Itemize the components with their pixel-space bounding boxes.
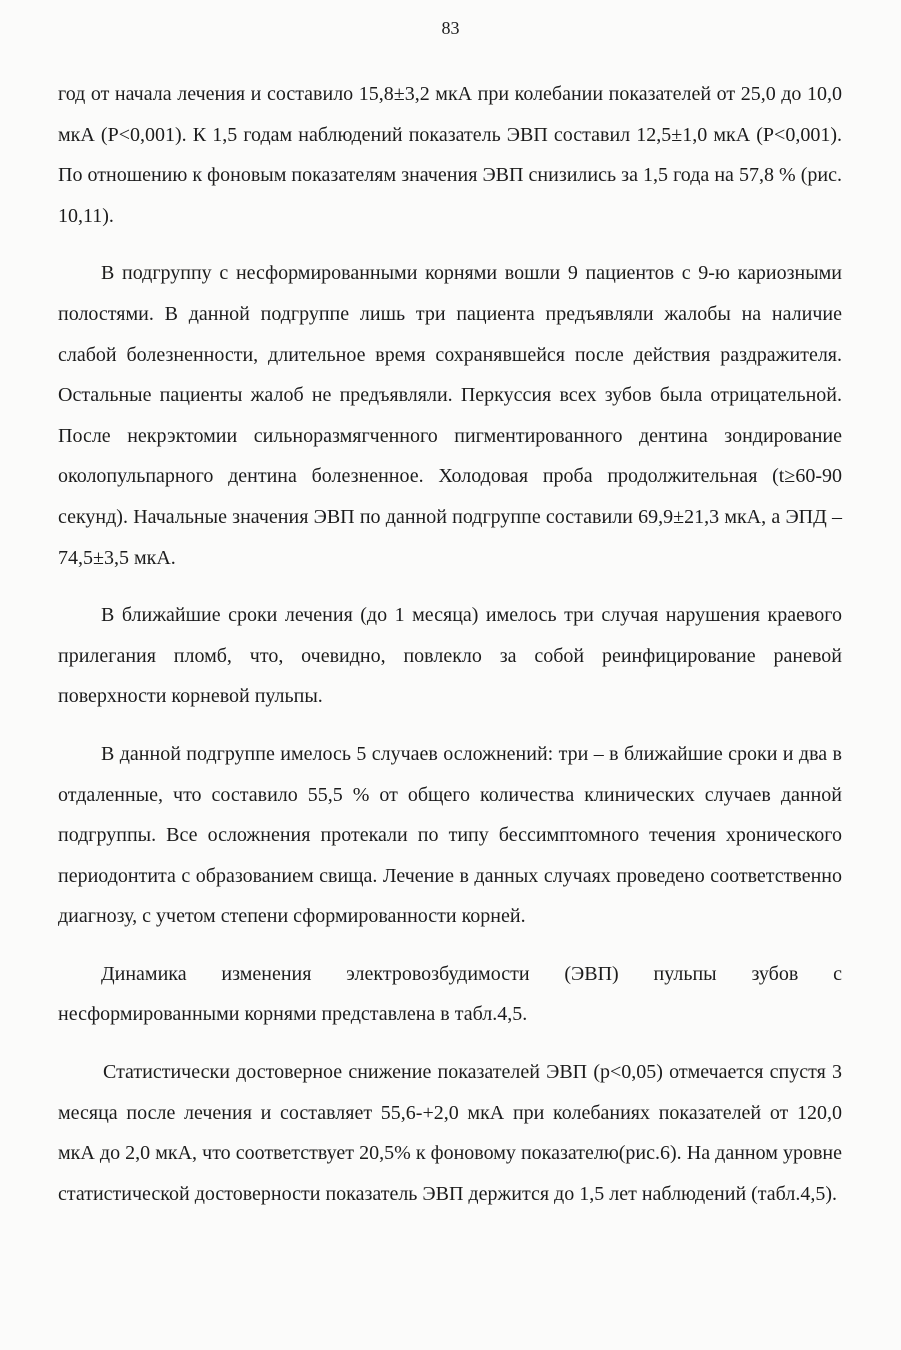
paragraph-complications: В данной подгруппе имелось 5 случаев осложнений: три – в ближайшие сроки и два в отдаленные, что составило 55,5 % от общего количества клинических случаев данной подгруппы. Все осложнения протекали по типу бессимптомного течения хронического периодонтита с образованием свища. Лечение в данных случаях проведено соответственно диагнозу, с учетом степени сформированности корней. [58, 742, 842, 928]
paragraph-statistics: Статистически достоверное снижение показателей ЭВП (p<0,05) отмечается спустя 3 месяца после лечения и составляет 55,6-+2,0 мкА при колебаниях показателей от 120,0 мкА до 2,0 мкА, что соответствует 20,5% к фоновому показателю(рис.6). На данном уровне статистической достоверности показатель ЭВП держится до 1,5 лет наблюдений (табл.4,5). [58, 1061, 842, 1205]
body-text [58, 74, 842, 1231]
paragraph-early-treatment: В ближайшие сроки лечения (до 1 месяца) имелось три случая нарушения краевого прилегания пломб, что, очевидно, повлекло за собой реинфицирование раневой поверхности корневой пульпы. [58, 604, 842, 708]
page-number: 83 [441, 18, 460, 38]
paragraph-dynamics: Динамика изменения электровозбудимости (ЭВП) пульпы зубов с несформированными корнями представлена в табл.4,5. [58, 962, 842, 1026]
paragraph-continuation: год от начала лечения и составило 15,8±3,2 мкА при колебании показателей от 25,0 до 10,0 мкА (Р<0,001). К 1,5 годам наблюдений показатель ЭВП составил 12,5±1,0 мкА (Р<0,001). По отношению к фоновым показателям значения ЭВП снизились за 1,5 года на 57,8 % (рис. 10,11). [58, 83, 842, 227]
paragraph-unformed-roots-subgroup: В подгруппу с несформированными корнями вошли 9 пациентов с 9-ю кариозными полостями. В данной подгруппе лишь три пациента предъявляли жалобы на наличие слабой болезненности, длительное время сохранявшейся после действия раздражителя. Остальные пациенты жалоб не предъявляли. Перкуссия всех зубов была отрицательной. После некрэктомии сильноразмягченного пигментированного дентина зондирование околопульпарного дентина болезненное. Холодовая проба продолжительная (t≥60-90 секунд). Начальные значения ЭВП по данной подгруппе составили 69,9±21,3 мкА, а ЭПД – 74,5±3,5 мкА. [58, 262, 842, 569]
